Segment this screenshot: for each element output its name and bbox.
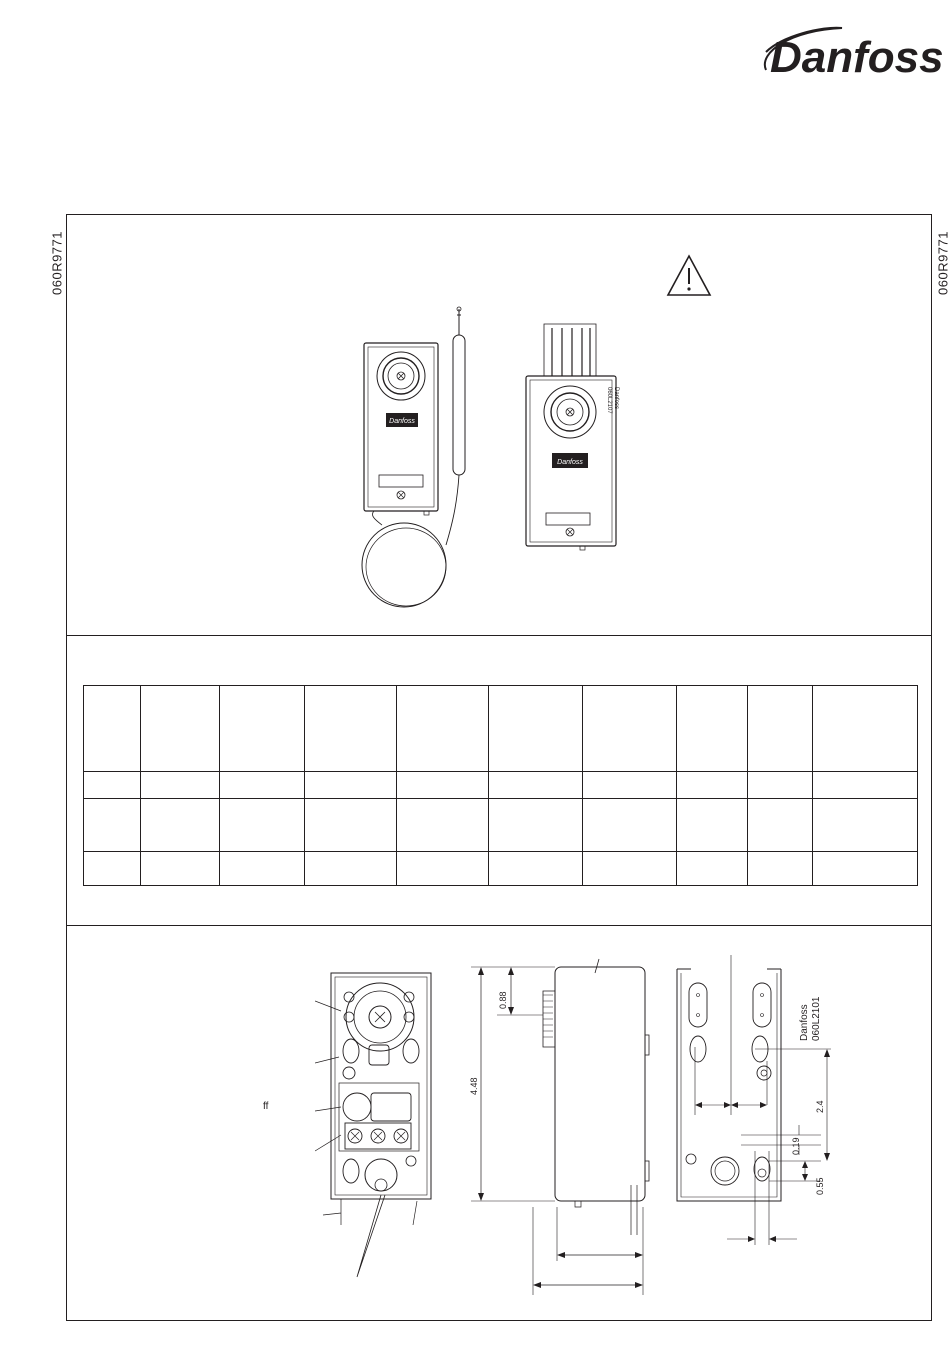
svg-text:Danfoss: Danfoss xyxy=(557,459,583,466)
table-cell xyxy=(141,686,220,772)
side-view-drawing xyxy=(467,955,667,1315)
svg-text:Danfoss: Danfoss xyxy=(389,418,415,425)
logo-wordmark: Danfoss xyxy=(770,33,942,82)
room-thermostat-illustration xyxy=(522,320,632,552)
dim-spacing: 2.4 xyxy=(815,1100,825,1113)
internal-view-drawing xyxy=(315,963,440,1283)
ref-label: Danfoss 060L2101 xyxy=(799,996,822,1041)
label-ff: ff xyxy=(263,1101,269,1112)
table-row xyxy=(84,799,918,852)
doc-code-left: 060R9771 xyxy=(49,231,65,295)
device-label: Danfoss 060L2107 xyxy=(606,387,619,414)
table-cell xyxy=(748,686,813,772)
dim-height: 4.48 xyxy=(469,1077,479,1095)
table-cell xyxy=(220,686,305,772)
dim-small-b: 0.55 xyxy=(815,1177,825,1195)
section-divider xyxy=(67,635,931,636)
table-row xyxy=(84,772,918,799)
table-cell xyxy=(489,686,583,772)
spec-table xyxy=(83,685,918,886)
dim-top: 0.88 xyxy=(498,991,508,1009)
table-cell xyxy=(813,686,918,772)
table-cell xyxy=(84,686,141,772)
thermostat-with-capillary-illustration xyxy=(352,305,472,615)
dim-small-a: 0.19 xyxy=(791,1137,801,1155)
table-header-row xyxy=(84,686,918,772)
doc-code-right: 060R9771 xyxy=(935,231,950,295)
table-cell xyxy=(583,686,677,772)
table-cell xyxy=(305,686,397,772)
table-row xyxy=(84,852,918,886)
danfoss-logo xyxy=(752,12,942,87)
warning-triangle-icon xyxy=(665,253,713,299)
instruction-sheet xyxy=(66,214,932,1321)
section-divider xyxy=(67,925,931,926)
table-cell xyxy=(677,686,748,772)
table-cell xyxy=(397,686,489,772)
